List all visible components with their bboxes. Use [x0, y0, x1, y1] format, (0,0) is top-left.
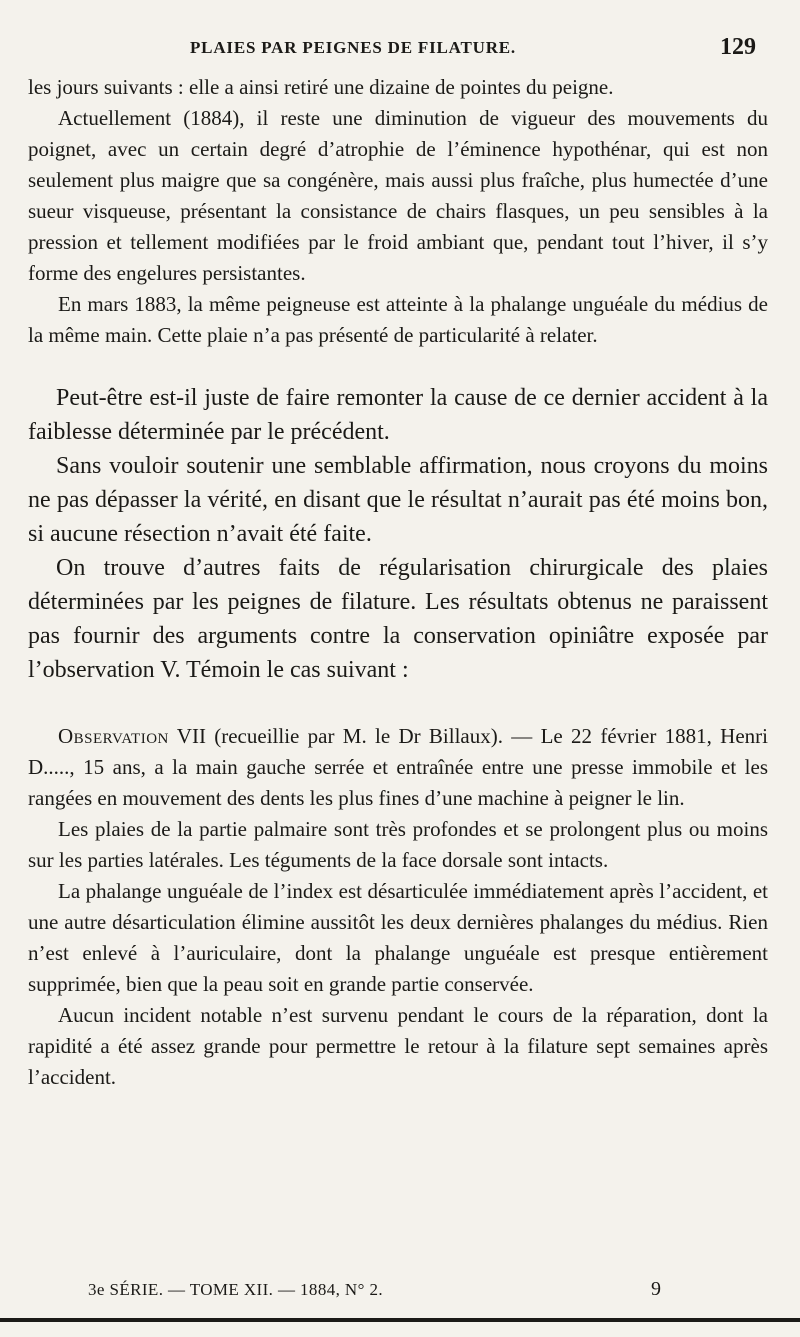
observation-heading-paragraph: [28, 721, 768, 814]
paragraph: En mars 1883, la même peigneuse est atteinte à la phalange unguéale du médius de la même main. Cette plaie n’a pas présenté de particularité à relater.: [28, 292, 768, 347]
paragraph: Actuellement (1884), il reste une diminution de vigueur des mouvements du poignet, avec un certain degré d’atrophie de l’éminence hypothénar, qui est non seulement plus maigre que sa congénère, mais aussi plus fraîche, plus humectée d’une sueur visqueuse, présentant la consistance de chairs flasques, un peu sensibles à la pression et tellement modifiées par le froid ambiant que, pendant tout l’hiver, il s’y forme des engelures persistantes.: [28, 106, 768, 285]
paragraph: Aucun incident notable n’est survenu pendant le cours de la réparation, dont la rapidité a été assez grande pour permettre le retour à la filature sept semaines après l’accident.: [28, 1003, 768, 1089]
page-number: 129: [720, 34, 756, 60]
case-continuation-block: [28, 72, 768, 351]
bottom-rule: [0, 1318, 800, 1322]
observation-lead: VII (recueillie par M. le Dr Billaux). — Le 22 février 1881, Henri D....., 15 ans, a la main gauche serrée et entraînée entre une presse immobile et les rangées en mouvement des dents les plus fines d’une machine à peigner le lin.: [28, 724, 768, 810]
paragraph: les jours suivants : elle a ainsi retiré une dizaine de pointes du peigne.: [28, 75, 614, 99]
signature-mark: 9: [651, 1278, 661, 1300]
series-footer: 3e SÉRIE. — TOME XII. — 1884, N° 2.: [88, 1280, 383, 1299]
paragraph: Peut-être est-il juste de faire remonter la cause de ce dernier accident à la faiblesse déterminée par le précédent.: [28, 385, 768, 445]
paragraph: Sans vouloir soutenir une semblable affirmation, nous croyons du moins ne pas dépasser la vérité, en disant que le résultat n’aurait pas été moins bon, si aucune résection n’avait été faite.: [28, 453, 768, 547]
page-body: [28, 72, 768, 1093]
page-header: [190, 34, 770, 64]
commentary-block: [28, 381, 768, 687]
paragraph: On trouve d’autres faits de régularisation chirurgicale des plaies déterminées par les peignes de filature. Les résultats obtenus ne paraissent pas fournir des arguments contre la conservation opiniâtre exposée par l’observation V. Témoin le cas suivant :: [28, 555, 768, 683]
observation-label: Observation: [58, 724, 169, 748]
running-title: PLAIES PAR PEIGNES DE FILATURE.: [190, 38, 516, 57]
paragraph: Les plaies de la partie palmaire sont très profondes et se prolongent plus ou moins sur les parties latérales. Les téguments de la face dorsale sont intacts.: [28, 817, 768, 872]
observation-block: [28, 721, 768, 1093]
paragraph: La phalange unguéale de l’index est désarticulée immédiatement après l’accident, et une autre désarticulation élimine aussitôt les deux dernières phalanges du médius. Rien n’est enlevé à l’auriculaire, dont la phalange unguéale est presque entièrement supprimée, bien que la peau soit en grande partie conservée.: [28, 879, 768, 996]
